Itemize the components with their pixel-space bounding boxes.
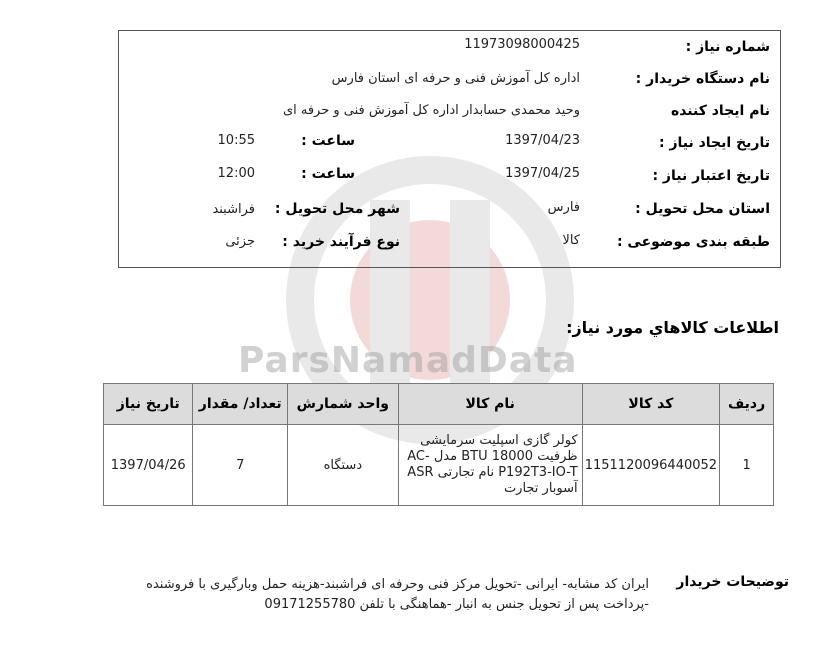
created-date-value: 1397/04/23 <box>505 133 580 148</box>
row-quantity: 7 <box>193 425 288 506</box>
category-value: کالا <box>562 233 580 248</box>
created-date-label: تاریخ ایجاد نیاز : <box>658 135 770 151</box>
header-need-date: تاریخ نیاز <box>104 384 193 425</box>
validity-date-value: 1397/04/25 <box>505 166 580 181</box>
row-code: 1151120096440052 <box>582 425 720 506</box>
buyer-notes-text: ایران کد مشابه- ایرانی -تحویل مرکز فنی وحرفه ای فراشبند-هزینه حمل وبارگیری با فروشنده -پرداخت پس از تحویل جنس به انبار -هماهنگی با تلفن 09171255780 <box>146 577 649 612</box>
header-index: ردیف <box>720 384 774 425</box>
creator-value: وحید محمدی حسابدار اداره کل آموزش فنی و حرفه ای <box>282 103 580 118</box>
row-unit: دستگاه <box>287 425 398 506</box>
process-value: جزئی <box>225 234 255 249</box>
creator-label: نام ایجاد کننده <box>670 103 770 119</box>
delivery-province-label: استان محل تحویل : <box>635 201 770 217</box>
header-code: کد کالا <box>582 384 720 425</box>
created-time-label: ساعت : <box>301 133 355 149</box>
row-need-date: 1397/04/26 <box>104 425 193 506</box>
validity-date-label: تاریخ اعتبار نیاز : <box>652 168 770 184</box>
need-info-box <box>118 30 781 268</box>
items-table-header <box>104 384 774 425</box>
need-number-label: شماره نیاز : <box>685 39 770 55</box>
process-label: نوع فرآیند خرید : <box>282 234 400 250</box>
need-number-value: 11973098000425 <box>464 37 580 52</box>
items-table <box>103 383 774 506</box>
category-label: طبقه بندی موضوعی : <box>616 234 770 250</box>
row-name: کولر گازی اسپلیت سرمایشی ظرفیت BTU 18000 مدل AC-P192T3-IO-T نام تجارتی ASR آسوبار تجارت <box>398 425 582 506</box>
buyer-org-label: نام دستگاه خریدار : <box>635 71 770 87</box>
row-index: 1 <box>720 425 774 506</box>
buyer-notes-label: توضیحات خریدار <box>676 574 789 590</box>
header-unit: واحد شمارش <box>287 384 398 425</box>
delivery-city-label: شهر محل تحویل : <box>274 201 400 217</box>
delivery-province-value: فارس <box>547 200 580 215</box>
created-time-value: 10:55 <box>217 133 255 148</box>
validity-time-value: 12:00 <box>217 166 255 181</box>
validity-time-label: ساعت : <box>301 166 355 182</box>
buyer-org-value: اداره کل آموزش فنی و حرفه ای استان فارس <box>331 71 580 86</box>
header-name: نام کالا <box>398 384 582 425</box>
items-section-title: اطلاعات کالاهاي مورد نیاز: <box>566 318 779 337</box>
watermark-brand: ParsNamadData <box>238 340 578 381</box>
delivery-city-value: فراشبند <box>212 202 255 217</box>
table-row <box>104 425 774 506</box>
header-quantity: تعداد/ مقدار <box>193 384 288 425</box>
